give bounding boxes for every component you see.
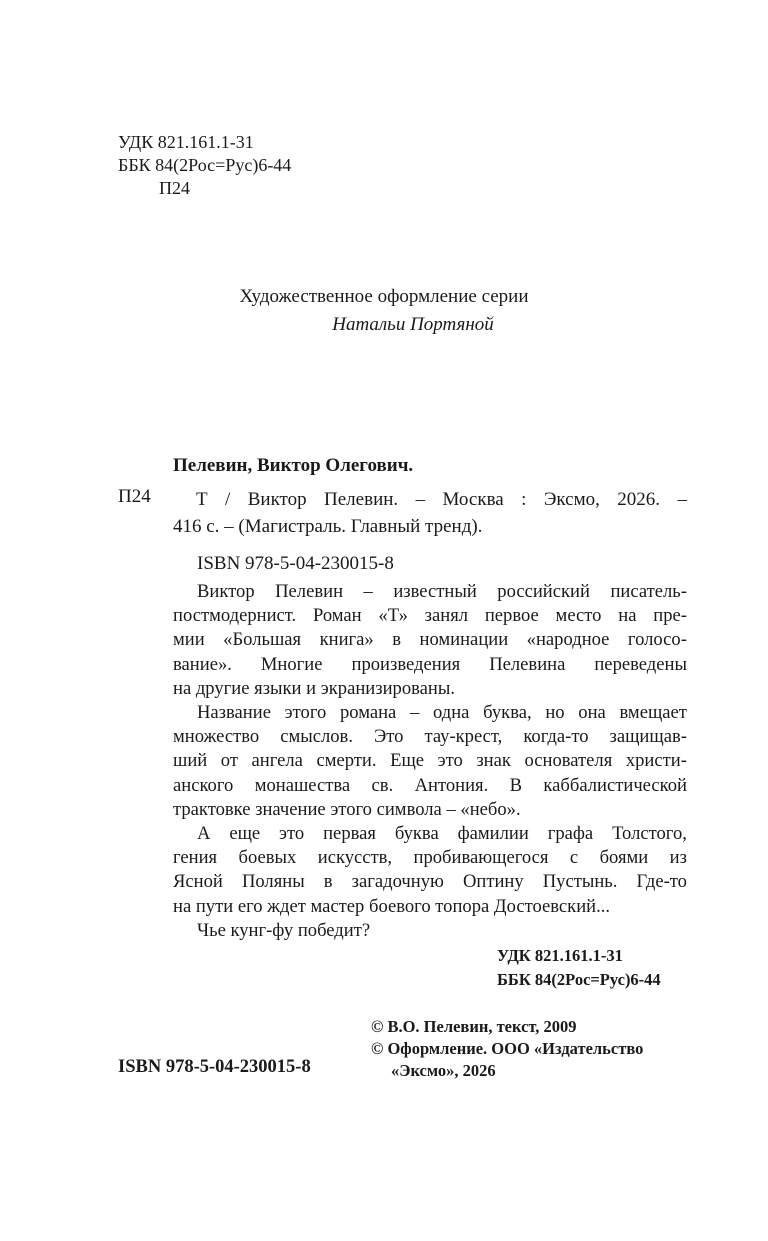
record-word: Т [196, 489, 208, 510]
classification-codes [118, 131, 291, 200]
annotation-line: Ясной Поляны в загадочную Оптину Пустынь. Где-то [173, 871, 687, 893]
footer-udk-code: УДК 821.161.1-31 [497, 946, 623, 965]
annotation-paragraph [173, 580, 687, 701]
annotation-line: гения боевых искусств, пробивающегося с боями из [173, 847, 687, 869]
series-design-credits [0, 283, 768, 339]
annotation-paragraph [173, 701, 687, 822]
footer-classification-codes [497, 944, 661, 992]
record-word: – [677, 489, 687, 510]
record-word: : [521, 489, 527, 510]
record-author-mark: П24 [118, 486, 151, 507]
bbk-code: ББК 84(2Рос=Рус)6-44 [118, 155, 292, 175]
record-word: Москва [442, 489, 504, 510]
designer-name: Натальи Портяной [332, 314, 494, 335]
isbn-record: ISBN 978-5-04-230015-8 [197, 553, 394, 574]
credits-line: Художественное оформление серии [239, 286, 529, 307]
record-word: Эксмо, [543, 489, 600, 510]
author-heading: Пелевин, Виктор Олегович. [173, 455, 414, 476]
bibliographic-record [173, 486, 687, 540]
record-line-2: 416 с. – (Магистраль. Главный тренд). [173, 516, 483, 537]
author-mark: П24 [159, 178, 190, 198]
annotation-line: трактовке значение этого символа – «небо». [173, 798, 521, 820]
copyright-design: © Оформление. ООО «Издательство [371, 1039, 644, 1058]
record-word: – [415, 489, 426, 510]
record-word: Виктор [247, 489, 307, 510]
footer-bbk-code: ББК 84(2Рос=Рус)6-44 [497, 970, 661, 989]
annotation [173, 580, 687, 943]
record-line-1 [173, 486, 687, 513]
annotation-line: на пути его ждет мастер боевого топора Достоевский... [173, 895, 611, 917]
annotation-line: анского монашества св. Антония. В каббалистической [173, 774, 687, 796]
record-word: Пелевин. [324, 489, 399, 510]
annotation-line: Чье кунг-фу победит? [197, 919, 371, 941]
annotation-line: Название этого романа – одна буква, но она вмещает [197, 702, 687, 724]
annotation-line: постмодернист. Роман «Т» занял первое место на пре- [173, 605, 687, 627]
isbn-bottom: ISBN 978-5-04-230015-8 [118, 1057, 311, 1077]
annotation-line: вание». Многие произведения Пелевина переведены [173, 653, 687, 675]
annotation-line: А еще это первая буква фамилии графа Толстого, [197, 823, 687, 845]
annotation-paragraph [173, 822, 687, 919]
copyright-design-cont: «Эксмо», 2026 [391, 1061, 496, 1080]
annotation-line: Виктор Пелевин – известный российский писатель- [197, 581, 687, 602]
copyright-block [371, 1016, 643, 1082]
annotation-line: множество смыслов. Это тау-крест, когда-то защищав- [173, 726, 687, 748]
udk-code: УДК 821.161.1-31 [118, 132, 254, 152]
annotation-line: ший от ангела смерти. Еще это знак основателя христи- [173, 750, 687, 772]
record-word: 2026. [617, 489, 661, 510]
record-word: / [225, 489, 231, 510]
annotation-line: мии «Большая книга» в номинации «народное голосо- [173, 629, 687, 651]
copyright-text: © В.О. Пелевин, текст, 2009 [371, 1017, 577, 1036]
annotation-paragraph [173, 919, 687, 943]
annotation-line: на другие языки и экранизированы. [173, 677, 455, 699]
